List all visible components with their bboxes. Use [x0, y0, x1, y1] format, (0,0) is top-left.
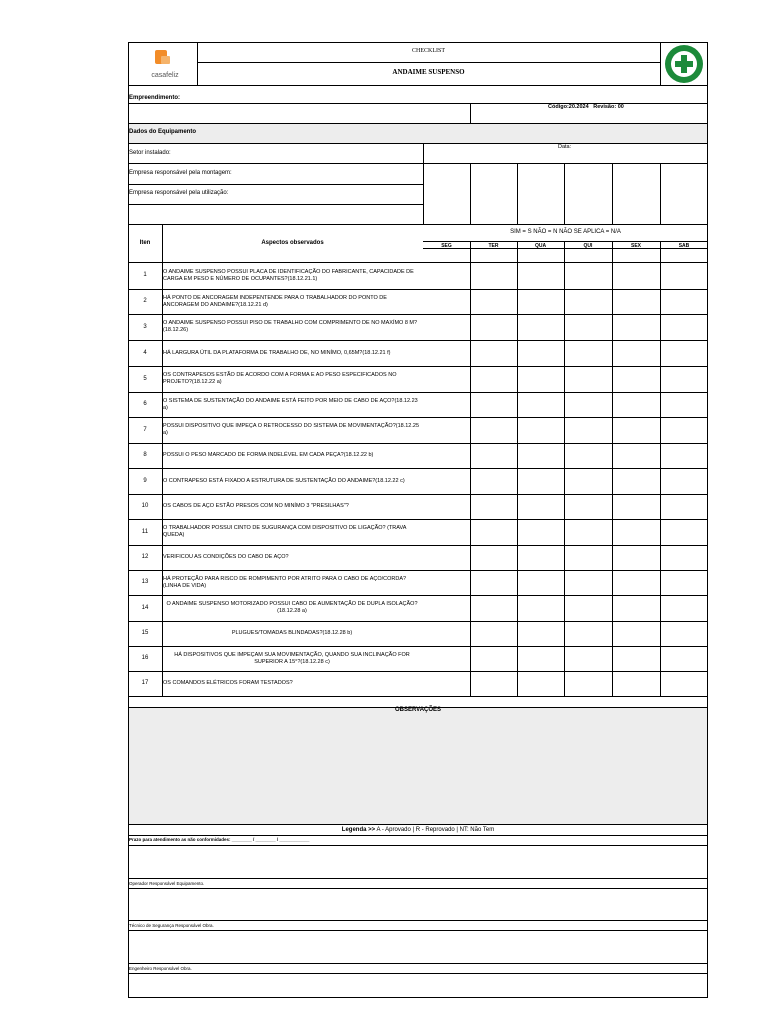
check-cell-ter[interactable]: [470, 646, 517, 671]
check-cell-ter[interactable]: [470, 262, 517, 289]
dados-label: Dados do Equipamento: [129, 129, 197, 135]
check-cell-sex[interactable]: [612, 289, 660, 314]
check-cell-ter[interactable]: [470, 340, 517, 366]
table-row: [128, 366, 708, 392]
row-aspect-label: OS CONTRAPESOS ESTÃO DE ACORDO COM A FORMA E AO PESO ESPECIFICADOS NO PROJETO?(18.12.22 a): [163, 372, 397, 385]
check-cell-sab[interactable]: [660, 595, 708, 621]
row-aspect-label: OS CABOS DE AÇO ESTÃO PRESOS COM NO MINÍMO 3 "PRESILHAS"?: [163, 503, 349, 509]
row-aspect-text: [163, 646, 421, 671]
row-number: 9: [143, 477, 147, 484]
check-cell-sex[interactable]: [612, 646, 660, 671]
prazo-label: Prazo para atendimento as não conformidades: ________ / ________ / ____________: [129, 837, 310, 842]
line-sig2-top: [128, 920, 708, 921]
row-aspect-label: O ANDAIME SUSPENSO POSSUI PLACA DE IDENTIFICAÇÃO DO FABRICANTE, CAPACIDADE DE CARGA EM PESO E NÚMERO DE OCUPANTES?(18.12.21.1): [163, 268, 414, 282]
codigo-value: Código:20.2024: [548, 104, 589, 110]
observacoes-area: [129, 708, 707, 824]
row-aspect-text: [163, 468, 421, 494]
info-col-divider: [517, 163, 518, 224]
dados-bar: [129, 124, 707, 143]
check-cell-sex[interactable]: [612, 262, 660, 289]
check-cell-sab[interactable]: [660, 646, 708, 671]
legenda-label: Legenda >>: [341, 827, 376, 833]
codigo-text: [548, 104, 624, 111]
row-aspect-label: PLUGUES/TOMADAS BLINDADAS?(18.12.28 b): [231, 630, 353, 636]
check-cell-qua[interactable]: [517, 519, 564, 545]
check-cell-seg[interactable]: [423, 646, 470, 671]
check-cell-qua[interactable]: [517, 646, 564, 671]
check-cell-qui[interactable]: [564, 289, 612, 314]
row-aspect-label: POSSUI DISPOSITIVO QUE IMPEÇA O RETROCESSO DO SISTEMA DE MOVIMENTAÇÃO?(18.12.25 a): [163, 423, 420, 436]
row-aspect-text: [163, 262, 421, 289]
check-cell-ter[interactable]: [470, 519, 517, 545]
check-cell-qua[interactable]: [517, 621, 564, 646]
table-row: [128, 443, 708, 468]
check-cell-ter[interactable]: [470, 494, 517, 519]
check-cell-qui[interactable]: [564, 570, 612, 595]
check-cell-sab[interactable]: [660, 468, 708, 494]
table-row: [128, 262, 708, 289]
info-col-divider: [470, 163, 471, 224]
line-info-end: [128, 224, 708, 225]
check-cell-seg[interactable]: [423, 494, 470, 519]
row-aspect-label: O TRABALHADOR POSSUI CINTO DE SUGURANÇA COM DISPOSITIVO DE LIGAÇÃO? (TRAVA QUEDA): [163, 525, 407, 538]
day-header-sab: SAB: [678, 243, 690, 249]
empresa-utilizacao-label: Empresa responsável pela utilização:: [129, 190, 229, 196]
data-divider: [423, 143, 424, 225]
check-cell-qua[interactable]: [517, 468, 564, 494]
tecnico-label: Técnico de Segurança Responsável Obra.: [129, 923, 214, 928]
day-header-qua: QUA: [534, 243, 547, 249]
row-number: 17: [141, 680, 149, 686]
line-sig2-bottom: [128, 930, 708, 931]
check-cell-ter[interactable]: [470, 621, 517, 646]
table-row: [128, 621, 708, 646]
check-cell-sex[interactable]: [612, 314, 660, 340]
check-cell-qui[interactable]: [564, 646, 612, 671]
line-sig3-top: [128, 963, 708, 964]
row-aspect-label: HÁ DISPOSITIVOS QUE IMPEÇAM SUA MOVIMENTAÇÃO, QUANDO SUA INCLINAÇÃO FOR SUPERIOR A 15°?(18.12.28 c): [174, 651, 410, 665]
check-cell-qui[interactable]: [564, 366, 612, 392]
table-row: [128, 519, 708, 545]
line-sig1-top: [128, 878, 708, 879]
check-cell-qui[interactable]: [564, 671, 612, 696]
row-aspect-label: VERIFICOU AS CONDIÇÕES DO CABO DE AÇO?: [163, 554, 289, 560]
row-aspect-text: [163, 289, 421, 314]
brand-name: casafeliz: [151, 72, 179, 79]
line-montagem: [128, 184, 423, 185]
check-cell-sex[interactable]: [612, 443, 660, 468]
check-cell-qua[interactable]: [517, 494, 564, 519]
checklist-label: CHECKLIST: [412, 48, 445, 54]
info-col-divider: [564, 163, 565, 224]
check-cell-sex[interactable]: [612, 570, 660, 595]
check-cell-seg[interactable]: [423, 366, 470, 392]
row-number: 12: [141, 554, 149, 560]
table-row: [128, 494, 708, 519]
check-cell-sex[interactable]: [612, 340, 660, 366]
line-legend-top: [423, 241, 708, 242]
doc-title: ANDAIME SUSPENSO: [392, 68, 465, 76]
check-cell-ter[interactable]: [470, 417, 517, 443]
check-cell-qua[interactable]: [517, 289, 564, 314]
check-cell-qua[interactable]: [517, 262, 564, 289]
row-number: 7: [143, 426, 147, 433]
table-row: [128, 289, 708, 314]
check-cell-sex[interactable]: [612, 468, 660, 494]
brand-logo: [140, 48, 190, 78]
row-aspect-label: O ANDAIME SUSPENSO POSSUI PISO DE TRABALHO COM COMPRIMENTO DE NO MAXÍMO 8 M?(18.12.26): [163, 320, 418, 333]
day-header-sex: SEX: [630, 243, 641, 249]
info-col-divider: [660, 163, 661, 224]
check-cell-qui[interactable]: [564, 340, 612, 366]
row-number: 5: [143, 375, 147, 382]
check-cell-sab[interactable]: [660, 494, 708, 519]
check-cell-seg[interactable]: [423, 417, 470, 443]
line-table-end: [128, 696, 708, 697]
check-cell-seg[interactable]: [423, 392, 470, 417]
check-cell-sab[interactable]: [660, 417, 708, 443]
check-cell-sex[interactable]: [612, 392, 660, 417]
check-cell-sex[interactable]: [612, 621, 660, 646]
row-aspect-text: [163, 671, 421, 696]
row-number: 2: [143, 298, 147, 304]
legenda-text: A - Aprovado | R - Reprovado | NT: Não Tem: [375, 827, 495, 833]
check-cell-ter[interactable]: [470, 545, 517, 570]
row-aspect-label: HÁ LARGURA ÚTIL DA PLATAFORMA DE TRABALHO DE, NO MINÍMO, 0,65M?(18.12.21 f): [163, 349, 391, 356]
table-row: [128, 314, 708, 340]
row-aspect-text: [163, 314, 421, 340]
row-number: 3: [143, 323, 147, 330]
check-cell-sab[interactable]: [660, 366, 708, 392]
operador-label: Operador Responsável Equipamento.: [129, 881, 205, 886]
row-aspect-label: OS COMANDOS ELÉTRICOS FORAM TESTADOS?: [163, 680, 293, 686]
row-aspect-text: [163, 570, 421, 595]
check-cell-ter[interactable]: [470, 570, 517, 595]
check-cell-sab[interactable]: [660, 570, 708, 595]
check-cell-sex[interactable]: [612, 671, 660, 696]
check-cell-seg[interactable]: [423, 262, 470, 289]
check-cell-ter[interactable]: [470, 314, 517, 340]
row-number: 16: [141, 655, 149, 661]
check-cell-seg[interactable]: [423, 289, 470, 314]
check-cell-qui[interactable]: [564, 314, 612, 340]
check-cell-ter[interactable]: [470, 443, 517, 468]
row-aspect-text: [163, 392, 421, 417]
check-cell-sab[interactable]: [660, 262, 708, 289]
check-cell-sex[interactable]: [612, 417, 660, 443]
day-header-seg: SEG: [441, 243, 452, 249]
row-number: 15: [141, 630, 149, 636]
row-aspect-text: [163, 595, 421, 621]
check-cell-sab[interactable]: [660, 519, 708, 545]
check-cell-sex[interactable]: [612, 494, 660, 519]
codigo-divider: [470, 103, 471, 123]
line-legenda: [128, 835, 708, 836]
check-cell-sab[interactable]: [660, 671, 708, 696]
line-obs-bottom: [128, 824, 708, 825]
check-cell-ter[interactable]: [470, 366, 517, 392]
check-cell-seg[interactable]: [423, 340, 470, 366]
table-row: [128, 417, 708, 443]
check-cell-sex[interactable]: [612, 545, 660, 570]
row-aspect-label: HÁ PROTEÇÃO PARA RISCO DE ROMPIMENTO POR ATRITO PARA O CABO DE AÇO/CORDA?(LINHA DE VIDA): [163, 575, 407, 589]
check-cell-qui[interactable]: [564, 468, 612, 494]
row-aspect-text: [163, 545, 421, 570]
col-aspectos-header: Aspectos observados: [261, 240, 324, 246]
row-number: 4: [143, 349, 147, 356]
legend-top: SIM = S NÃO = N NÃO SE APLICA = N/A: [510, 229, 621, 235]
check-cell-qua[interactable]: [517, 443, 564, 468]
data-label: Data:: [558, 144, 572, 150]
check-cell-seg[interactable]: [423, 443, 470, 468]
row-number: 6: [143, 401, 147, 407]
check-cell-qua[interactable]: [517, 392, 564, 417]
row-aspect-text: [163, 494, 421, 519]
row-number: 10: [141, 503, 149, 509]
check-cell-qui[interactable]: [564, 443, 612, 468]
empresa-montagem-label: Empresa responsável pela montagem:: [129, 170, 232, 176]
house-logo-icon: [140, 48, 190, 68]
line-utilizacao: [128, 204, 423, 205]
check-cell-sab[interactable]: [660, 443, 708, 468]
row-aspect-text: [163, 340, 421, 366]
check-cell-seg[interactable]: [423, 621, 470, 646]
row-number: 8: [143, 452, 147, 458]
table-row: [128, 671, 708, 696]
check-cell-sab[interactable]: [660, 392, 708, 417]
check-cell-qui[interactable]: [564, 494, 612, 519]
line-day-header: [423, 248, 708, 249]
check-cell-sab[interactable]: [660, 340, 708, 366]
row-aspect-label: O SISTEMA DE SUSTENTAÇÃO DO ANDAIME ESTÁ FEITO POR MEIO DE CABO DE AÇO?(18.12.23 a): [163, 397, 418, 411]
check-cell-qui[interactable]: [564, 417, 612, 443]
check-cell-seg[interactable]: [423, 545, 470, 570]
check-cell-seg[interactable]: [423, 570, 470, 595]
check-cell-sab[interactable]: [660, 289, 708, 314]
check-cell-seg[interactable]: [423, 595, 470, 621]
check-cell-qua[interactable]: [517, 314, 564, 340]
day-header-ter: TER: [488, 243, 499, 249]
header-divider-right: [660, 42, 661, 85]
check-cell-qua[interactable]: [517, 570, 564, 595]
check-cell-qua[interactable]: [517, 366, 564, 392]
row-number: 11: [141, 528, 149, 535]
line-sig3-bottom: [128, 973, 708, 974]
observacoes-label: OBSERVAÇÕES: [394, 707, 442, 713]
table-row: [128, 646, 708, 671]
table-row: [128, 570, 708, 595]
col-item-header: Iten: [139, 240, 151, 246]
row-aspect-label: O CONTRAPESO ESTÁ FIXADO A ESTRUTURA DE SUSTENTAÇÃO DO ANDAIME?(18.12.22 c): [163, 477, 405, 484]
row-aspect-text: [163, 417, 421, 443]
table-row: [128, 468, 708, 494]
check-cell-qui[interactable]: [564, 262, 612, 289]
check-cell-sex[interactable]: [612, 595, 660, 621]
check-cell-seg[interactable]: [423, 519, 470, 545]
safety-cross-seal-icon: [664, 44, 704, 84]
row-aspect-text: [163, 443, 421, 468]
check-cell-ter[interactable]: [470, 671, 517, 696]
engenheiro-label: Engenheiro Responsável Obra.: [129, 966, 192, 971]
check-cell-qua[interactable]: [517, 340, 564, 366]
line-sig1-bottom: [128, 888, 708, 889]
row-aspect-text: [163, 519, 421, 545]
day-header-qui: QUI: [583, 243, 593, 249]
check-cell-seg[interactable]: [423, 468, 470, 494]
check-cell-ter[interactable]: [470, 468, 517, 494]
legenda: [128, 827, 708, 834]
check-cell-ter[interactable]: [470, 289, 517, 314]
table-row: [128, 595, 708, 621]
table-row: [128, 340, 708, 366]
check-cell-qua[interactable]: [517, 595, 564, 621]
check-cell-qua[interactable]: [517, 671, 564, 696]
table-row: [128, 392, 708, 417]
line-dados: [128, 143, 708, 144]
check-cell-sab[interactable]: [660, 545, 708, 570]
check-cell-ter[interactable]: [470, 392, 517, 417]
line-prazo: [128, 845, 708, 846]
check-cell-sex[interactable]: [612, 366, 660, 392]
check-cell-qua[interactable]: [517, 545, 564, 570]
row-aspect-text: [163, 366, 421, 392]
check-cell-seg[interactable]: [423, 314, 470, 340]
header-bottom-line: [128, 85, 708, 86]
table-row: [128, 545, 708, 570]
revisao-value: Revisão: 00: [593, 104, 624, 110]
empreendimento-label: Empreendimento:: [129, 95, 181, 101]
row-aspect-label: HÁ PONTO DE ANCORAGEM INDEPENTENDE PARA O TRABALHADOR DO PONTO DE ANCORAGEM DO ANDAIME?(18.12.21 d): [163, 294, 387, 308]
row-aspect-text: [163, 621, 421, 646]
setor-label: Setor instalado:: [129, 150, 171, 156]
check-cell-sab[interactable]: [660, 621, 708, 646]
check-cell-qui[interactable]: [564, 519, 612, 545]
check-cell-qui[interactable]: [564, 621, 612, 646]
check-cell-qui[interactable]: [564, 545, 612, 570]
safety-seal: [664, 44, 704, 84]
check-cell-sab[interactable]: [660, 314, 708, 340]
row-aspect-label: O ANDAIME SUSPENSO MOTORIZADO POSSUI CABO DE AUMENTAÇÃO DE DUPLA ISOLAÇÃO?(18.12.28 a): [166, 601, 418, 614]
check-cell-qui[interactable]: [564, 392, 612, 417]
header-mid-line: [197, 62, 660, 63]
row-number: 1: [143, 272, 147, 278]
row-aspect-label: POSSUI O PESO MARCADO DE FORMA INDELÉVEL EM CADA PEÇA?(18.12.22 b): [163, 452, 374, 458]
check-cell-seg[interactable]: [423, 671, 470, 696]
check-cell-ter[interactable]: [470, 595, 517, 621]
check-cell-qui[interactable]: [564, 595, 612, 621]
check-cell-qua[interactable]: [517, 417, 564, 443]
info-col-divider: [612, 163, 613, 224]
row-number: 13: [141, 579, 149, 585]
line-setor: [128, 163, 708, 164]
row-number: 14: [141, 604, 149, 611]
check-cell-sex[interactable]: [612, 519, 660, 545]
